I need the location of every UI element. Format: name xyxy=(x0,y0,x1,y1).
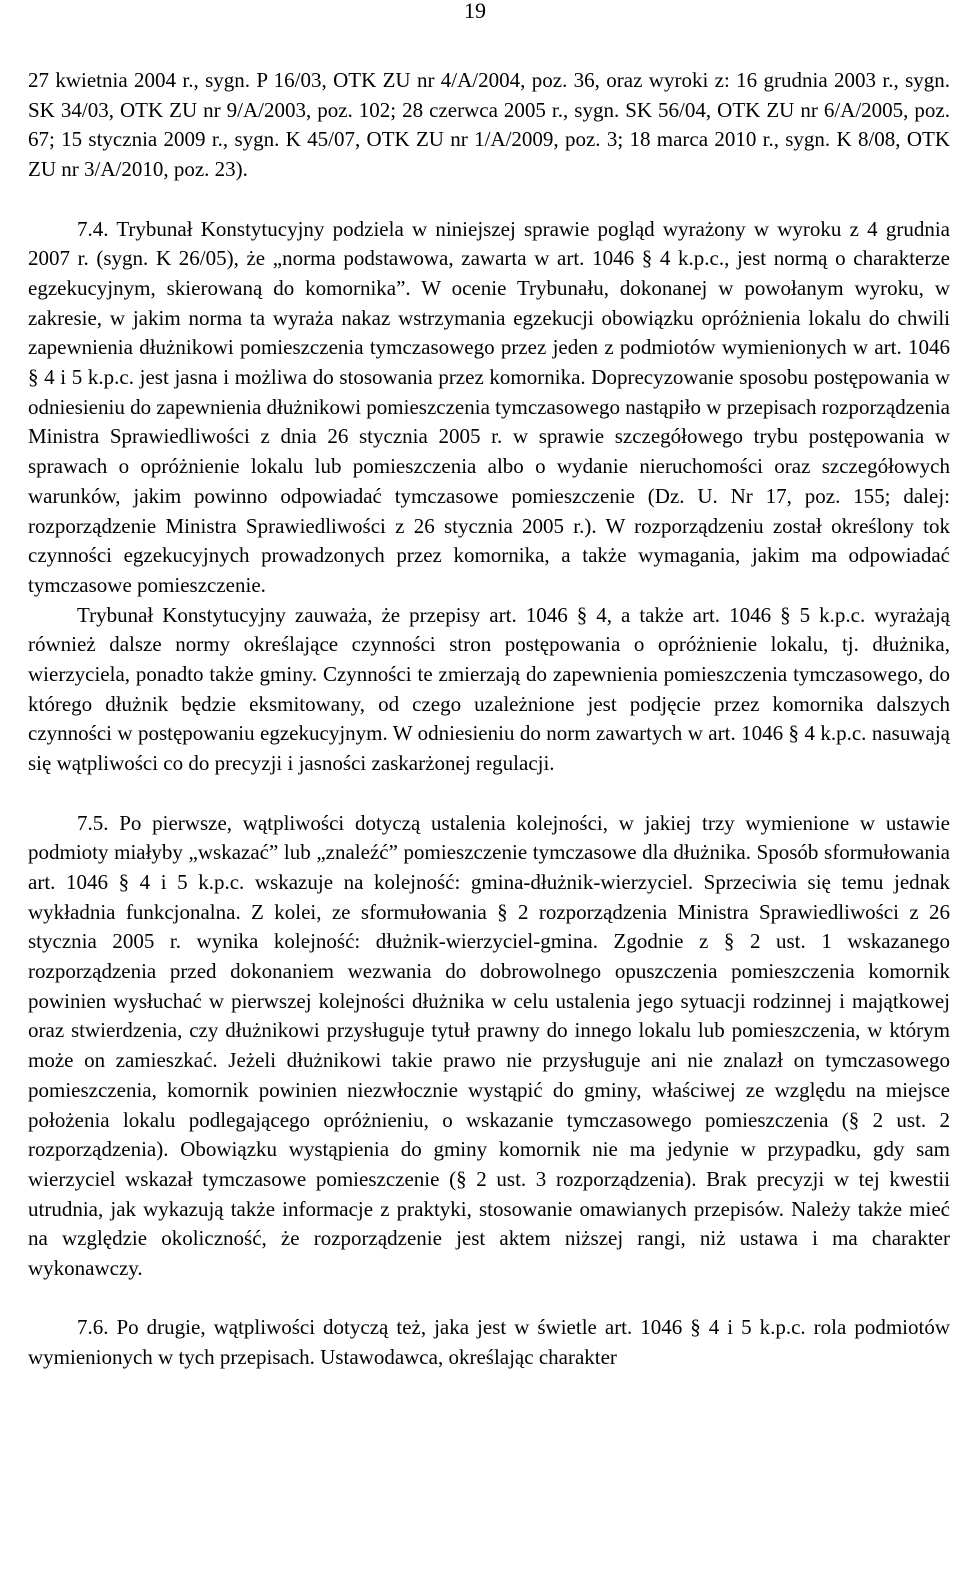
paragraph-7-4-continued: Trybunał Konstytucyjny zauważa, że przepisy art. 1046 § 4, a także art. 1046 § 5 k.p.c. wyrażają również dalsze normy określające czynności stron postępowania o opróżnienie lokalu, tj. dłużnika, wierzyciela, ponadto także gminy. Czynności te zmierzają do zapewnienia pomieszczenia tymczasowego, do którego dłużnik będzie eksmitowany, od czego uzależnione jest podjęcie przez komornika dalszych czynności w postępowaniu egzekucyjnym. W odniesieniu do norm zawartych w art. 1046 § 4 k.p.c. nasuwają się wątpliwości co do precyzji i jasności zaskarżonej regulacji. xyxy=(28,602,950,776)
paragraph-7-4: 7.4. Trybunał Konstytucyjny podziela w niniejszej sprawie pogląd wyrażony w wyroku z 4 grudnia 2007 r. (sygn. K 26/05), że „norma podstawowa, zawarta w art. 1046 § 4 k.p.c., jest normą o charakterze egzekucyjnym, skierowaną do komornika”. W ocenie Trybunału, dokonanej w powołanym wyroku, w zakresie, w jakim norma ta wyraża nakaz wstrzymania egzekucji obowiązku opróżnienia lokalu do chwili zapewnienia dłużnikowi pomieszczenia tymczasowego przez jeden z podmiotów wymienionych w art. 1046 § 4 i 5 k.p.c. jest jasna i możliwa do stosowania przez komornika. Doprecyzowanie sposobu postępowania w odniesieniu do zapewnienia dłużnikowi pomieszczenia tymczasowego nastąpiło w przepisach rozporządzenia Ministra Sprawiedliwości z dnia 26 stycznia 2005 r. w sprawie szczegółowego trybu postępowania w sprawach o opróżnienie lokalu lub pomieszczenia albo o wydanie nieruchomości oraz szczegółowych warunków, jakim powinno odpowiadać tymczasowe pomieszczenie (Dz. U. Nr 17, poz. 155; dalej: rozporządzenie Ministra Sprawiedliwości z 26 stycznia 2005 r.). W rozporządzeniu został określony tok czynności egzekucyjnych prowadzonych przez komornika, a także wymagania, jakim ma odpowiadać tymczasowe pomieszczenie. xyxy=(28,216,950,597)
page-number: 19 xyxy=(464,0,486,23)
paragraph-7-5: 7.5. Po pierwsze, wątpliwości dotyczą ustalenia kolejności, w jakiej trzy wymienione w ustawie podmioty miałyby „wskazać” lub „znaleźć” pomieszczenie tymczasowe dla dłużnika. Sposób sformułowania art. 1046 § 4 i 5 k.p.c. wskazuje na kolejność: gmina-dłużnik-wierzyciel. Sprzeciwia się temu jednak wykładnia funkcjonalna. Z kolei, ze sformułowania § 2 rozporządzenia Ministra Sprawiedliwości z 26 stycznia 2005 r. wynika kolejność: dłużnik-wierzyciel-gmina. Zgodnie z § 2 ust. 1 wskazanego rozporządzenia przed dokonaniem wezwania do dobrowolnego opuszczenia pomieszczenia komornik powinien wysłuchać w pierwszej kolejności dłużnika w celu ustalenia jego sytuacji rodzinnej i majątkowej oraz stwierdzenia, czy dłużnikowi przysługuje tytuł prawny do innego lokalu lub pomieszczenia, w którym może on zamieszkać. Jeżeli dłużnikowi takie prawo nie przysługuje ani nie znalazł on tymczasowego pomieszczenia, komornik powinien niezwłocznie wystąpić do gminy, właściwej ze względu na miejsce położenia lokalu podlegającego opróżnieniu, o wskazanie tymczasowego pomieszczenia (§ 2 ust. 2 rozporządzenia). Obowiązku wystąpienia do gminy komornik nie ma jedynie w przypadku, gdy sam wierzyciel wskazał tymczasowe pomieszczenie (§ 2 ust. 3 rozporządzenia). Brak precyzji w tej kwestii utrudnia, jak wykazują także informacje z praktyki, stosowanie omawianych przepisów. Należy także mieć na względzie okoliczność, że rozporządzenie jest aktem niższej rangi, niż ustawa i ma charakter wykonawczy. xyxy=(28,810,950,1281)
document-body xyxy=(28,66,950,1373)
paragraph-7-6: 7.6. Po drugie, wątpliwości dotyczą też, jaka jest w świetle art. 1046 § 4 i 5 k.p.c. rola podmiotów wymienionych w tych przepisach. Ustawodawca, określając charakter xyxy=(28,1315,950,1370)
paragraph-citation-continuation: 27 kwietnia 2004 r., sygn. P 16/03, OTK ZU nr 4/A/2004, poz. 36, oraz wyroki z: 16 grudnia 2003 r., sygn. SK 34/03, OTK ZU nr 9/A/2003, poz. 102; 28 czerwca 2005 r., sygn. SK 56/04, OTK ZU nr 6/A/2005, poz. 67; 15 stycznia 2009 r., sygn. K 45/07, OTK ZU nr 1/A/2009, poz. 3; 18 marca 2010 r., sygn. K 8/08, OTK ZU nr 3/A/2010, poz. 23). xyxy=(28,68,950,182)
